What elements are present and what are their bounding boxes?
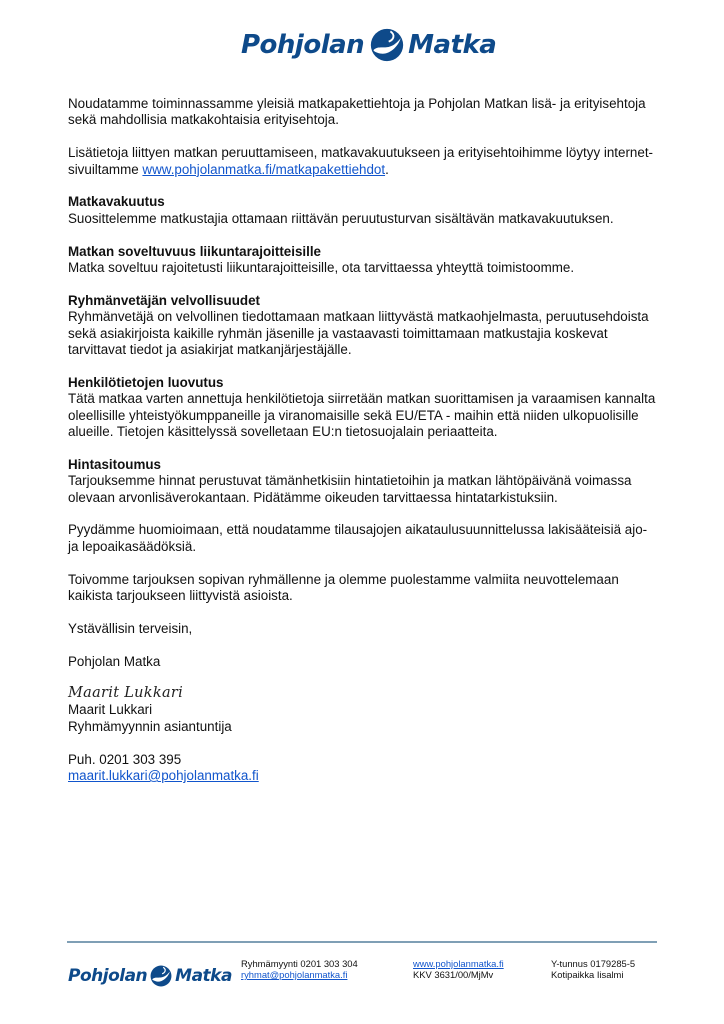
handwritten-signature: Maarit Lukkari [68,685,184,702]
footer-contact [241,958,358,980]
footer-sales-email-link[interactable]: ryhmat@pohjolanmatka.fi [241,969,348,980]
intro-paragraph: Noudatamme toiminnassamme yleisiä matkapakettiehtoja ja Pohjolan Matkan lisä- ja erityisehtoja sekä mahdollisia matkakohtaisia erityisehtoja. [68,96,646,128]
signer-email-link[interactable]: maarit.lukkari@pohjolanmatka.fi [68,768,259,784]
section-text: Matka soveltuu rajoitetusti liikuntarajoitteisille, ota tarvittaessa yhteyttä toimistoomme. [68,260,575,276]
signer-title: Ryhmämyynnin asiantuntija [68,718,232,734]
footer-divider [67,941,657,943]
section-group-leader [68,293,660,359]
section-price-commitment [68,457,660,506]
footer-website-link[interactable]: www.pohjolanmatka.fi [413,958,504,969]
footer-logo [68,965,232,987]
footer-company-info [551,958,635,980]
logo-text-left: Pohjolan [241,30,365,60]
signer-phone: Puh. 0201 303 395 [68,751,182,767]
notice-paragraph: Pyydämme huomioimaan, että noudatamme tilausajojen aikataulusuunnittelussa lakisääteisiä ajo- ja lepoaikasäädöksiä. [68,522,648,554]
footer-domicile: Kotipaikka Iisalmi [551,969,624,980]
section-text: Suosittelemme matkustajia ottamaan riittävän peruutusturvan sisältävän matkavakuutuksen. [68,210,614,226]
company-name: Pohjolan Matka [68,653,161,669]
section-heading: Matkavakuutus [68,194,165,210]
section-heading: Henkilötietojen luovutus [68,374,224,390]
terms-link[interactable]: www.pohjolanmatka.fi/matkapakettiehdot [142,161,386,177]
info-text: Lisätietoja liittyen matkan peruuttamiseen, matkavakuutukseen ja erityisehtoihimme löytyy internet-sivuiltamme [68,145,654,177]
section-text: Ryhmänvetäjä on velvollinen tiedottamaan matkaan liittyvästä matkaohjelmasta, peruutusehdoista sekä asiakirjoista kaikille ryhmän jäsenille ja vastaavasti toimittamaan matkustajia koskevat tarvittavat tiedot ja asiakirjat matkanjärjestäjälle. [68,309,649,358]
footer-sales-phone: Ryhmämyynti 0201 303 304 [241,958,358,969]
globe-icon [150,965,172,987]
info-paragraph [68,145,660,178]
footer-business-id: Y-tunnus 0179285-5 [551,958,636,969]
globe-icon [370,28,404,62]
closing-paragraph: Toivomme tarjouksen sopivan ryhmällenne ja olemme puolestamme valmiita neuvottelemaan kaikista tarjoukseen liittyvistä asioista. [68,571,619,604]
section-heading: Ryhmänvetäjän velvollisuudet [68,292,260,308]
logo-text-left: Pohjolan [68,966,148,986]
info-end: . [385,161,389,177]
logo-text-right: Matka [408,30,497,60]
section-accessibility [68,244,660,277]
greeting: Ystävällisin terveisin, [68,620,193,636]
section-text: Tarjouksemme hinnat perustuvat tämänhetkisiin hintatietoihin ja matkan lähtöpäivänä voimassa olevaan arvonlisäverokantaan. Pidätämme oikeuden tarvittaessa hintatarkistuksiin. [68,473,632,505]
letter-body [68,96,660,784]
footer-license: KKV 3631/00/MjMv [413,969,494,980]
company-logo [241,28,496,62]
section-heading: Matkan soveltuvuus liikuntarajoitteisille [68,243,322,259]
section-insurance [68,194,660,227]
section-text: Tätä matkaa varten annettuja henkilötietoja siirretään matkan suorittamisen ja varaamisen kannalta oleellisille yhteistyökumppaneille ja viranomaisille sekä EU/ETA - maihin että niiden ulkopuolisille alueille. Tietojen käsittelyssä sovelletaan EU:n tietosuojalain periaatteita. [68,391,656,440]
footer-web [413,958,504,980]
logo-text-right: Matka [175,966,232,986]
signature-block [68,684,660,784]
signer-name: Maarit Lukkari [68,702,153,718]
section-heading: Hintasitoumus [68,456,161,472]
section-personal-data [68,375,660,441]
